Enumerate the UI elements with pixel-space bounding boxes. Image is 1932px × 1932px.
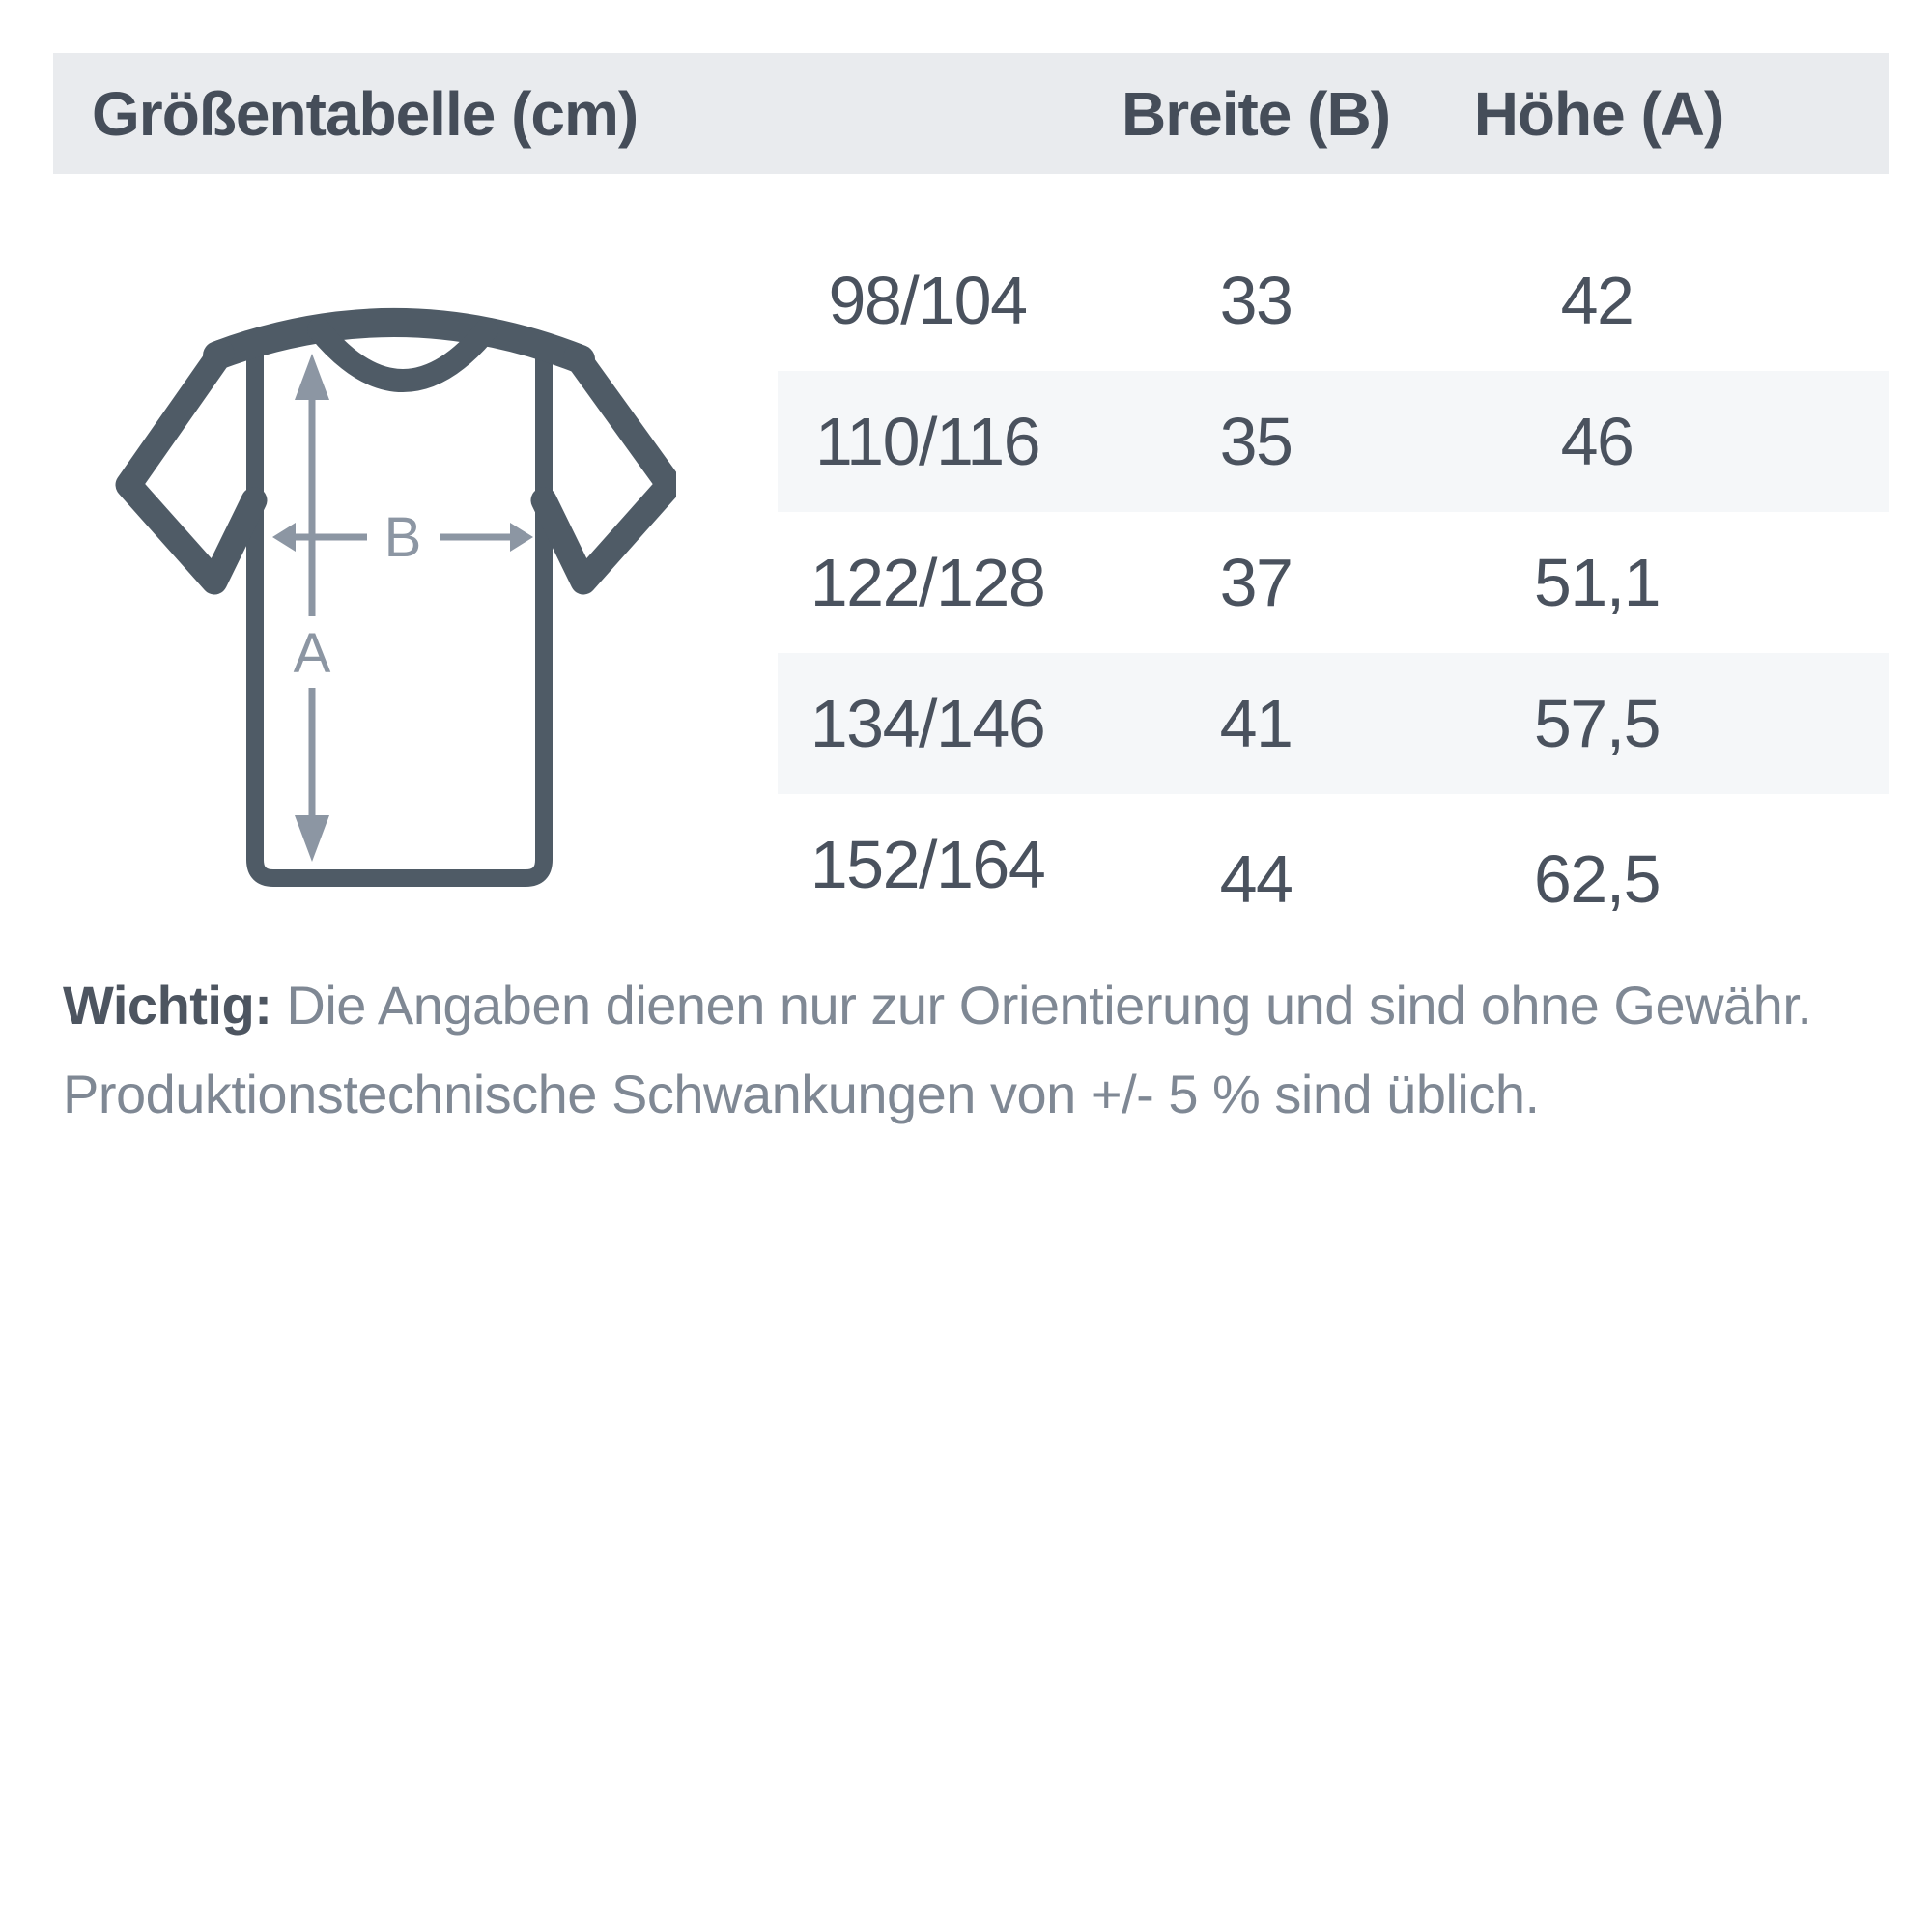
tshirt-right-sleeve xyxy=(544,356,669,582)
height-cell: 42 xyxy=(1560,263,1634,338)
width-cell: 33 xyxy=(1219,263,1293,338)
width-cell: 35 xyxy=(1219,404,1293,479)
width-cell: 44 xyxy=(1219,841,1293,917)
column-header-height: Höhe (A) xyxy=(1473,78,1724,149)
table-row xyxy=(778,371,1889,512)
size-cell: 152/164 xyxy=(810,827,1045,902)
tshirt-body-outline xyxy=(255,346,544,878)
note-bold-label: Wichtig: xyxy=(63,975,272,1036)
size-cell: 134/146 xyxy=(810,686,1045,761)
page-title: Größentabelle (cm) xyxy=(92,78,639,149)
size-cell: 98/104 xyxy=(828,263,1027,338)
table-row xyxy=(778,230,1889,371)
height-label: A xyxy=(293,622,331,685)
disclaimer-note xyxy=(63,961,1840,1139)
note-line-1-text: Die Angaben dienen nur zur Orientierung und sind ohne Gewähr. xyxy=(271,975,1812,1036)
table-row xyxy=(778,512,1889,653)
size-cell: 110/116 xyxy=(814,404,1040,479)
height-cell: 46 xyxy=(1560,404,1634,479)
table-header xyxy=(53,53,1889,174)
size-table xyxy=(778,230,1889,935)
width-cell: 41 xyxy=(1219,686,1293,761)
tshirt-measurement-diagram xyxy=(97,232,676,937)
height-cell: 51,1 xyxy=(1533,545,1661,620)
note-line-2: Produktionstechnische Schwankungen von +/- 5 % sind üblich. xyxy=(63,1064,1540,1124)
width-cell: 37 xyxy=(1219,545,1293,620)
note-line-1 xyxy=(63,961,1840,1050)
tshirt-icon xyxy=(97,232,676,937)
width-label: B xyxy=(384,506,422,569)
table-row xyxy=(778,653,1889,794)
size-cell: 122/128 xyxy=(810,545,1045,620)
column-header-width: Breite (B) xyxy=(1121,78,1391,149)
table-row xyxy=(778,794,1889,935)
tshirt-left-sleeve xyxy=(128,353,254,582)
height-cell: 62,5 xyxy=(1533,841,1661,917)
height-cell: 57,5 xyxy=(1533,686,1661,761)
